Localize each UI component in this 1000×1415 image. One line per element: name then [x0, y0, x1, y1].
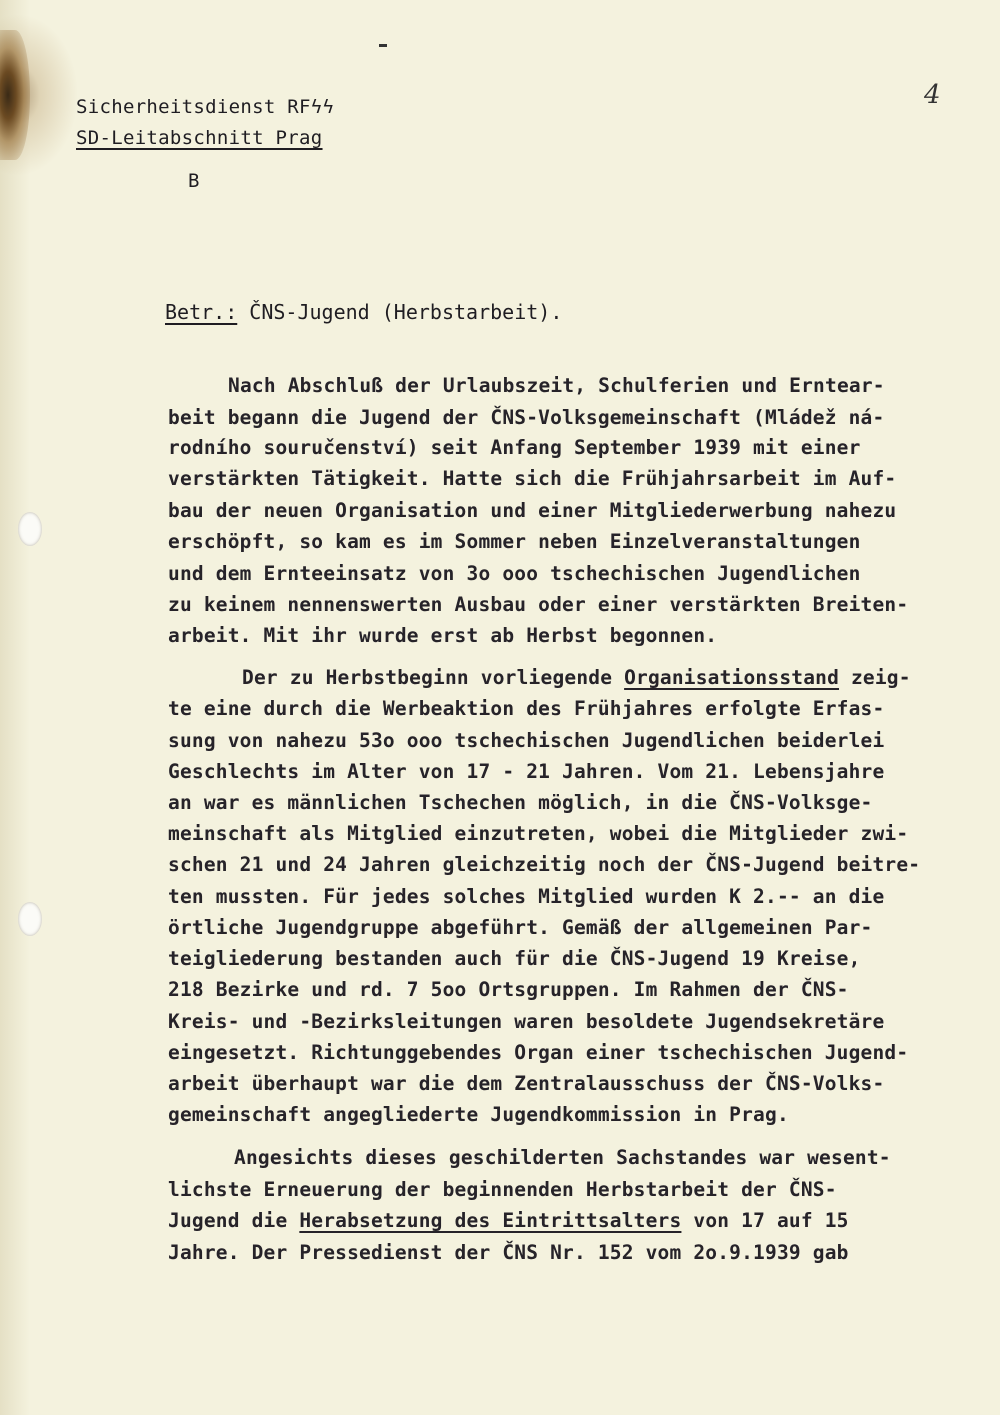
body-line: bau der neuen Organisation und einer Mitgliederwerbung nahezu [168, 499, 897, 522]
body-line [168, 1209, 849, 1232]
body-line: 218 Bezirke und rd. 7 5oo Ortsgruppen. Im Rahmen der ČNS- [168, 978, 849, 1001]
body-text: Der zu Herbstbeginn vorliegende [242, 666, 625, 689]
body-line: meinschaft als Mitglied einzutreten, wobei die Mitglieder zwi- [168, 822, 909, 845]
body-line: te eine durch die Werbeaktion des Frühjahres erfolgte Erfas- [168, 697, 885, 720]
body-line: Nach Abschluß der Urlaubszeit, Schulferien und Erntear- [228, 374, 885, 397]
body-line: Kreis- und -Bezirksleitungen waren besoldete Jugendsekretäre [168, 1010, 885, 1033]
subject-label: Betr.: [165, 300, 238, 324]
body-line: Jahre. Der Pressedienst der ČNS Nr. 152 vom 2o.9.1939 gab [168, 1241, 849, 1264]
underlined-term: Herabsetzung des Eintrittsalters [299, 1209, 682, 1232]
body-line: Angesichts dieses geschilderten Sachstandes war wesent- [234, 1146, 891, 1169]
body-line: schen 21 und 24 Jahren gleichzeitig noch der ČNS-Jugend beitre- [168, 853, 921, 876]
page-number: 4 [924, 80, 941, 110]
body-line: arbeit überhaupt war die dem Zentralausschuss der ČNS-Volks- [168, 1072, 885, 1095]
body-line: sung von nahezu 53o ooo tschechischen Jugendlichen beiderlei [168, 729, 885, 752]
subject-line [165, 300, 562, 324]
body-line: ten mussten. Für jedes solches Mitglied wurden K 2.-- an die [168, 885, 885, 908]
body-text: von 17 auf 15 [681, 1209, 849, 1232]
body-line: beit begann die Jugend der ČNS-Volksgemeinschaft (Mládež ná- [168, 406, 885, 429]
body-text: zeig- [839, 666, 911, 689]
header-org: Sicherheitsdienst RFϟϟ [76, 96, 335, 118]
body-line: erschöpft, so kam es im Sommer neben Einzelveranstaltungen [168, 530, 861, 553]
body-line: und dem Ernteeinsatz von 3o ooo tschechischen Jugendlichen [168, 562, 861, 585]
body-line: eingesetzt. Richtunggebendes Organ einer tschechischen Jugend- [168, 1041, 909, 1064]
burn-mark [0, 30, 30, 160]
ink-mark [379, 44, 387, 47]
subject-text: ČNS-Jugend (Herbstarbeit). [237, 300, 563, 324]
punch-hole [18, 902, 42, 936]
body-line: örtliche Jugendgruppe abgeführt. Gemäß der allgemeinen Par- [168, 916, 873, 939]
body-line: Geschlechts im Alter von 17 - 21 Jahren. Vom 21. Lebensjahre [168, 760, 885, 783]
body-line: zu keinem nennenswerten Ausbau oder einer verstärkten Breiten- [168, 593, 909, 616]
body-line: gemeinschaft angegliederte Jugendkommission in Prag. [168, 1103, 789, 1126]
body-line: an war es männlichen Tschechen möglich, in die ČNS-Volksge- [168, 791, 873, 814]
body-line: lichste Erneuerung der beginnenden Herbstarbeit der ČNS- [168, 1178, 837, 1201]
body-text: Jugend die [168, 1209, 300, 1232]
punch-hole [18, 512, 42, 546]
body-line: verstärkten Tätigkeit. Hatte sich die Frühjahrsarbeit im Auf- [168, 467, 897, 490]
body-line: arbeit. Mit ihr wurde erst ab Herbst begonnen. [168, 624, 718, 647]
body-line [242, 666, 911, 689]
underlined-term: Organisationsstand [624, 666, 840, 689]
header-mark: B [188, 170, 200, 192]
body-line: rodního souručenství) seit Anfang September 1939 mit einer [168, 436, 861, 459]
header-office: SD-Leitabschnitt Prag [76, 127, 323, 149]
body-line: teigliederung bestanden auch für die ČNS-Jugend 19 Kreise, [168, 947, 861, 970]
